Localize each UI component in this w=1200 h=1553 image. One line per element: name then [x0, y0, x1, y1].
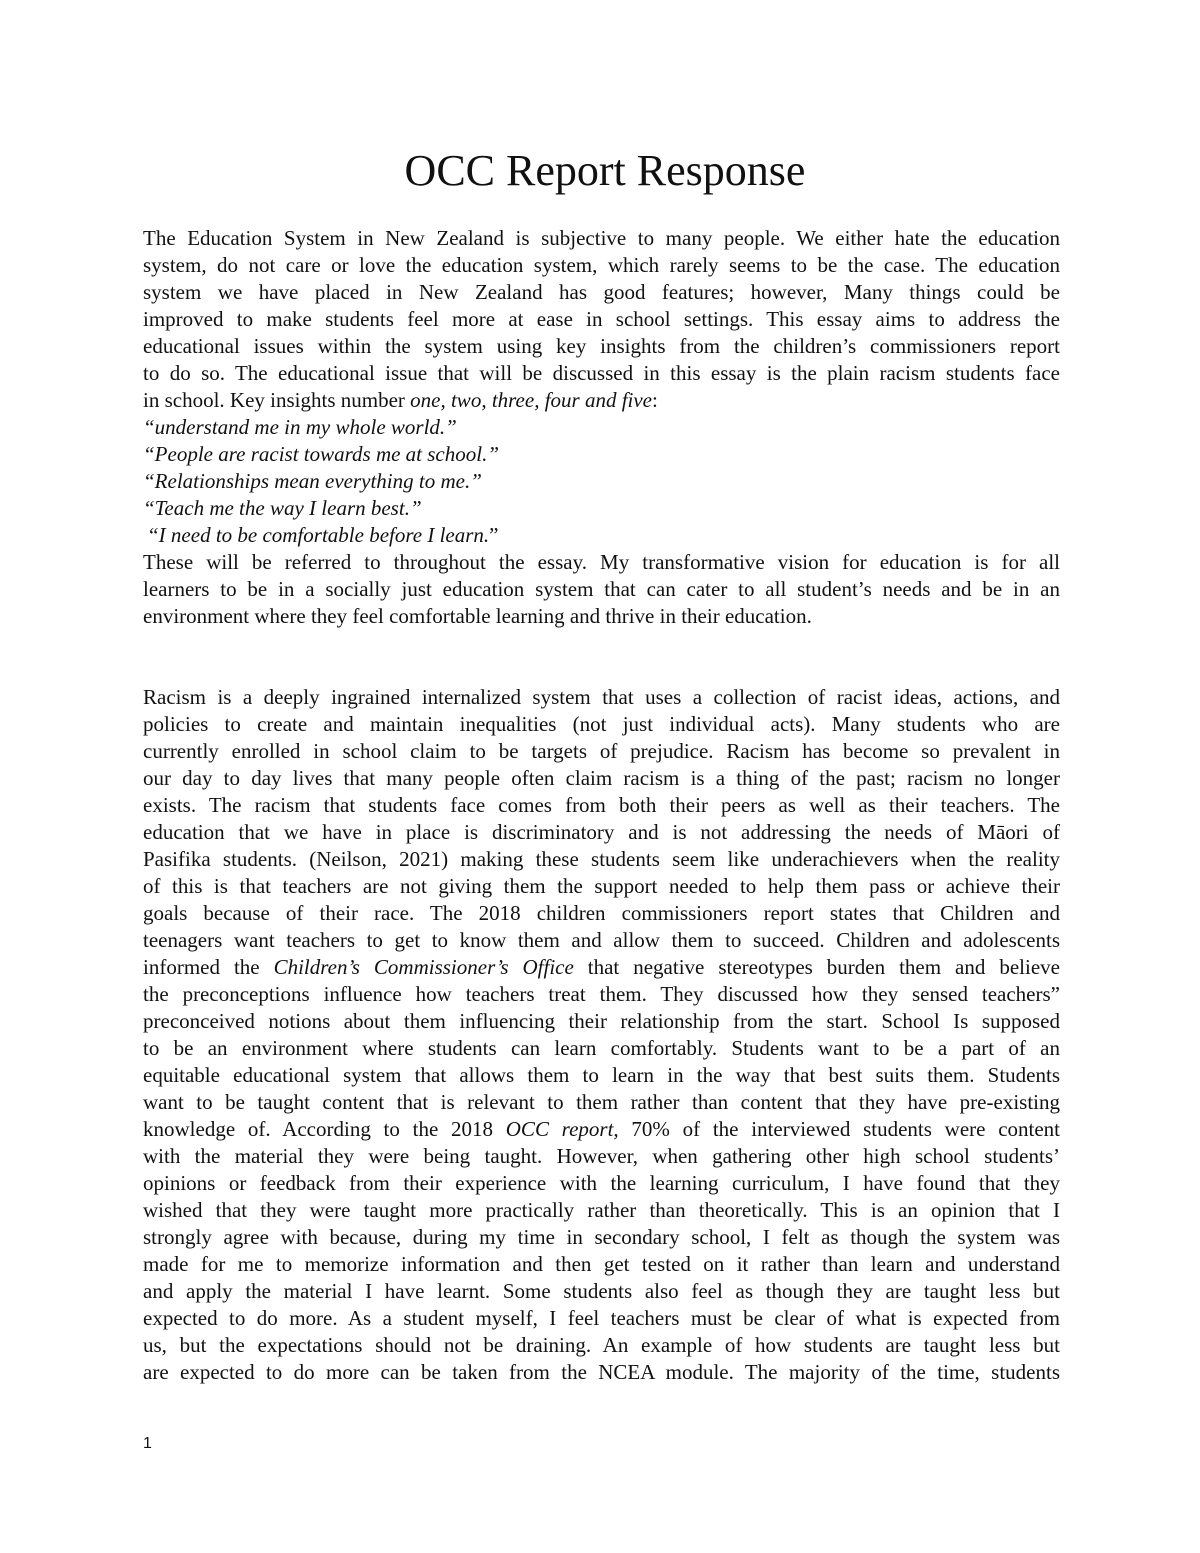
text-line: expected to do more. As a student myself, I feel teachers must be clear of what is expected from: [143, 1306, 1060, 1330]
text-line: opinions or feedback from their experience with the learning curriculum, I have found that they: [143, 1171, 1060, 1195]
text-line: Pasifika students. (Neilson, 2021) making these students seem like underachievers when the reality: [143, 847, 1060, 871]
text-line: want to be taught content that is relevant to them rather than content that they have pre-existing: [143, 1090, 1060, 1114]
text-line: exists. The racism that students face comes from both their peers as well as their teachers. The: [143, 793, 1060, 817]
text-run: informed the: [143, 955, 274, 979]
text-line: of this is that teachers are not giving them the support needed to help them pass or achieve their: [143, 874, 1060, 898]
text-line: These will be referred to throughout the essay. My transformative vision for education is for all: [143, 550, 1060, 574]
text-line: and apply the material I have learnt. Some students also feel as though they are taught less but: [143, 1279, 1060, 1303]
text-line: to be an environment where students can learn comfortably. Students want to be a part of an: [143, 1036, 1060, 1060]
text-line: [143, 387, 1060, 414]
text-run: ”: [489, 523, 499, 547]
page-number: 1: [143, 1435, 152, 1452]
text-line: [143, 954, 1060, 981]
italic-text: “I need to be comfortable before I learn.: [147, 523, 490, 547]
document-title: OCC Report Response: [404, 146, 806, 195]
text-line: system we have placed in New Zealand has good features; however, Many things could be: [143, 280, 1060, 304]
text-line: the preconceptions influence how teachers treat them. They discussed how they sensed teachers”: [143, 982, 1060, 1006]
key-insight-quote: “understand me in my whole world.”: [143, 415, 457, 439]
italic-text: OCC report,: [505, 1117, 619, 1141]
text-line: us, but the expectations should not be draining. An example of how students are taught less but: [143, 1333, 1060, 1357]
text-line: improved to make students feel more at ease in school settings. This essay aims to address the: [143, 307, 1060, 331]
text-line: currently enrolled in school claim to be targets of prejudice. Racism has become so prevalent in: [143, 739, 1060, 763]
italic-text: one, two, three, four and five: [410, 388, 653, 412]
text-run: 70% of the interviewed students were content: [618, 1117, 1061, 1141]
text-line: Racism is a deeply ingrained internalized system that uses a collection of racist ideas, actions, and: [143, 685, 1060, 709]
key-insight-quote: “Teach me the way I learn best.”: [143, 496, 422, 520]
text-line: educational issues within the system using key insights from the children’s commissioners report: [143, 334, 1060, 358]
text-run: :: [652, 388, 658, 412]
intro-paragraph: [143, 225, 1060, 630]
italic-text: Children’s Commissioner’s Office: [273, 955, 574, 979]
text-run: in school. Key insights number: [143, 388, 411, 412]
text-line: with the material they were being taught. However, when gathering other high school students’: [143, 1144, 1060, 1168]
text-line: preconceived notions about them influencing their relationship from the start. School Is supposed: [143, 1009, 1060, 1033]
key-insight-quote: “People are racist towards me at school.”: [143, 442, 500, 466]
text-line: goals because of their race. The 2018 children commissioners report states that Children and: [143, 901, 1060, 925]
text-line: equitable educational system that allows them to learn in the way that best suits them. Students: [143, 1063, 1060, 1087]
text-line: environment where they feel comfortable learning and thrive in their education.: [143, 604, 812, 628]
text-line: education that we have in place is discriminatory and is not addressing the needs of Māori of: [143, 820, 1060, 844]
text-line: wished that they were taught more practically rather than theoretically. This is an opinion that I: [143, 1198, 1060, 1222]
key-insight-quote: “Relationships mean everything to me.”: [143, 469, 482, 493]
text-line: The Education System in New Zealand is subjective to many people. We either hate the education: [143, 226, 1060, 250]
text-line: are expected to do more can be taken from the NCEA module. The majority of the time, students: [143, 1360, 1060, 1384]
text-run: knowledge of. According to the 2018: [143, 1117, 506, 1141]
racism-paragraph: [143, 684, 1060, 1386]
text-line: system, do not care or love the education system, which rarely seems to be the case. The education: [143, 253, 1060, 277]
text-line: our day to day lives that many people often claim racism is a thing of the past; racism no longer: [143, 766, 1060, 790]
text-line: teenagers want teachers to get to know them and allow them to succeed. Children and adolescents: [143, 928, 1060, 952]
text-line: policies to create and maintain inequalities (not just individual acts). Many students who are: [143, 712, 1060, 736]
text-line: [143, 1116, 1060, 1143]
text-line: made for me to memorize information and then get tested on it rather than learn and understand: [143, 1252, 1060, 1276]
text-line: strongly agree with because, during my time in secondary school, I felt as though the system was: [143, 1225, 1060, 1249]
text-line: to do so. The educational issue that will be discussed in this essay is the plain racism students face: [143, 361, 1060, 385]
text-line: learners to be in a socially just education system that can cater to all student’s needs and be in an: [143, 577, 1060, 601]
key-insight-quote: [143, 522, 1060, 549]
text-run: that negative stereotypes burden them and believe: [573, 955, 1060, 979]
